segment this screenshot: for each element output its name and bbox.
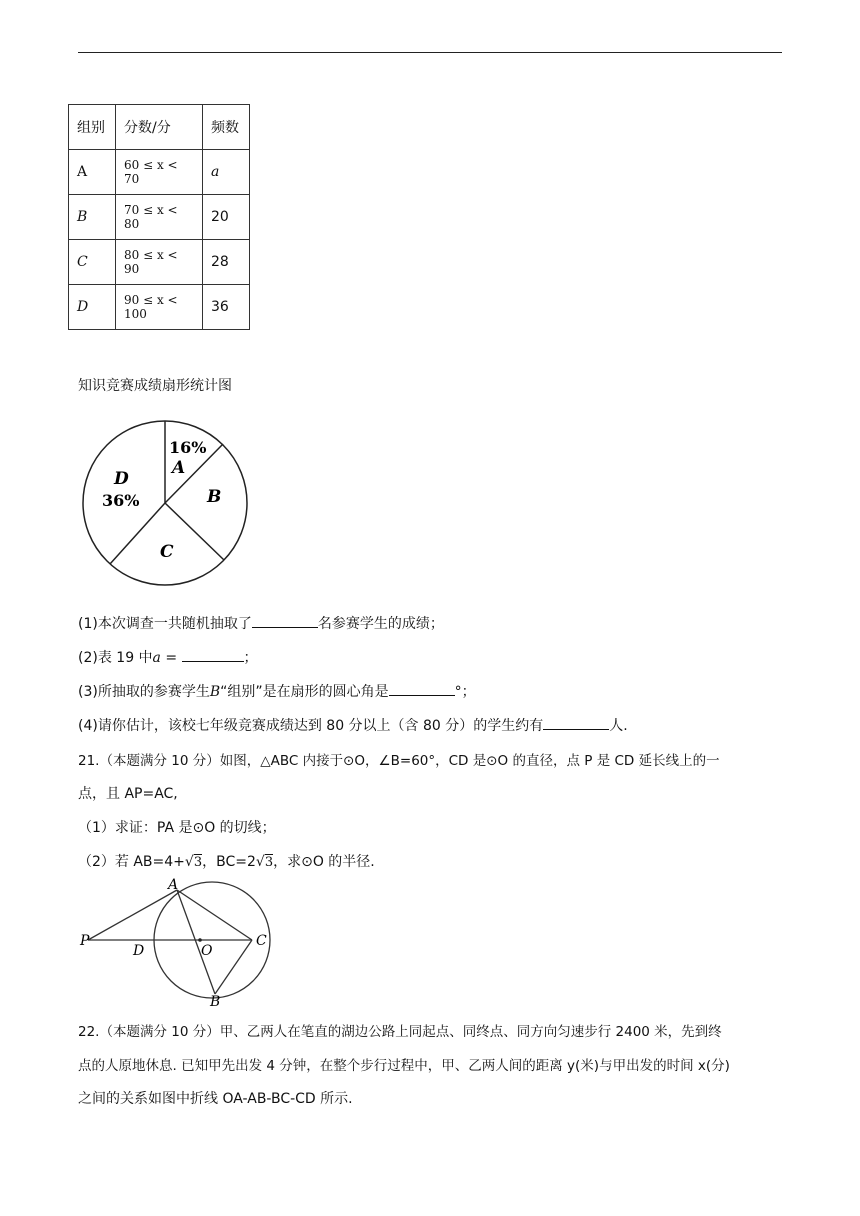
cell-range: 60 ≤ x < 70 [116, 150, 203, 195]
q1-blank[interactable] [252, 613, 318, 628]
pie-label-b: B [207, 487, 222, 507]
q2-text-c: ； [243, 650, 258, 666]
table-row [69, 240, 250, 285]
header-rule [78, 52, 782, 53]
q3-text-a: (3)所抽取的参赛学生 [78, 684, 210, 700]
problem-21-line2: 点，且 AP=AC, [78, 786, 178, 802]
q3-var-b: B [209, 684, 221, 700]
question-1 [78, 613, 444, 633]
problem-22-line2: 点的人原地休息. 已知甲先出发 4 分钟，在整个步行过程中，甲、乙两人间的距离 y(米)与甲出发的时间 x(分) [78, 1058, 730, 1074]
tangent-pa [88, 890, 177, 940]
q2-var-a: a [152, 650, 161, 666]
q1-text-a: (1)本次调查一共随机抽取了 [78, 616, 252, 632]
q3-text-c: °； [454, 684, 476, 700]
cell-range: 90 ≤ x < 100 [116, 285, 203, 330]
pie-title: 知识竞赛成绩扇形统计图 [78, 378, 232, 394]
p21-sqrt-value-b: 3 [264, 855, 274, 870]
chord-ab [177, 890, 215, 994]
p21-part2-text-a: （2）若 AB=4+ [78, 854, 185, 870]
table-header-row [69, 105, 250, 150]
cell-group: B [69, 195, 116, 240]
cell-group: C [69, 240, 116, 285]
cell-group: D [69, 285, 116, 330]
header-score: 分数/分 [116, 105, 203, 150]
point-d-label: D [133, 943, 145, 959]
sqrt-icon: √ [255, 854, 265, 870]
problem-22-line1: 22.（本题满分 10 分）甲、乙两人在笔直的湖边公路上同起点、同终点、同方向匀速步行 2400 米，先到终 [78, 1024, 722, 1040]
cell-freq: 20 [203, 195, 250, 240]
header-frequency: 频数 [203, 105, 250, 150]
p21-part2-text-c: ，求⊙O 的半径. [273, 854, 375, 870]
table-row [69, 150, 250, 195]
pie-divider-b-c [165, 503, 224, 560]
p21-sqrt-value-a: 3 [193, 855, 203, 870]
problem-21-line1: 21.（本题满分 10 分）如图，△ABC 内接于⊙O，∠B=60°，CD 是⊙O 的直径，点 P 是 CD 延长线上的一 [78, 753, 720, 769]
question-2 [78, 647, 258, 667]
cell-freq: a [203, 150, 250, 195]
cell-range: 80 ≤ x < 90 [116, 240, 203, 285]
q2-text-a: (2)表 19 中 [78, 650, 153, 666]
geometry-figure [78, 876, 278, 1006]
pie-label-c: C [160, 542, 174, 562]
pie-label-a-pct: 16% [169, 438, 207, 457]
table-row [69, 285, 250, 330]
q2-blank[interactable] [182, 647, 244, 662]
pie-label-a: A [172, 458, 186, 478]
cell-freq: 36 [203, 285, 250, 330]
pie-label-d-pct: 36% [102, 491, 140, 510]
q4-blank[interactable] [543, 715, 609, 730]
point-o-label: O [201, 943, 213, 959]
point-a-label: A [168, 877, 179, 893]
q2-text-b: = [160, 650, 182, 666]
table-row [69, 195, 250, 240]
problem-21-part2 [78, 851, 375, 871]
question-3 [78, 681, 476, 701]
q3-text-b: “组别”是在扇形的圆心角是 [220, 684, 389, 700]
pie-label-d: D [114, 469, 129, 489]
point-b-label: B [210, 994, 221, 1006]
pie-divider-c-d [110, 503, 165, 564]
frequency-table [68, 104, 250, 330]
q4-text-b: 人. [609, 718, 628, 734]
cell-range: 70 ≤ x < 80 [116, 195, 203, 240]
header-group: 组别 [69, 105, 116, 150]
chord-ac [177, 890, 252, 940]
pie-chart [80, 417, 250, 592]
point-c-label: C [256, 933, 267, 949]
p21-part2-text-b: ，BC=2 [202, 854, 256, 870]
problem-21-part1: （1）求证：PA 是⊙O 的切线； [78, 820, 276, 836]
cell-freq: 28 [203, 240, 250, 285]
q3-blank[interactable] [389, 681, 455, 696]
cell-group: A [69, 150, 116, 195]
center-dot [198, 938, 202, 942]
q4-text-a: (4)请你估计，该校七年级竞赛成绩达到 80 分以上（含 80 分）的学生约有 [78, 718, 544, 734]
problem-22-line3: 之间的关系如图中折线 OA-AB-BC-CD 所示. [78, 1091, 353, 1107]
question-4 [78, 715, 628, 735]
point-p-label: P [80, 933, 90, 949]
q1-text-b: 名参赛学生的成绩； [317, 616, 444, 632]
sqrt-icon: √ [184, 854, 194, 870]
